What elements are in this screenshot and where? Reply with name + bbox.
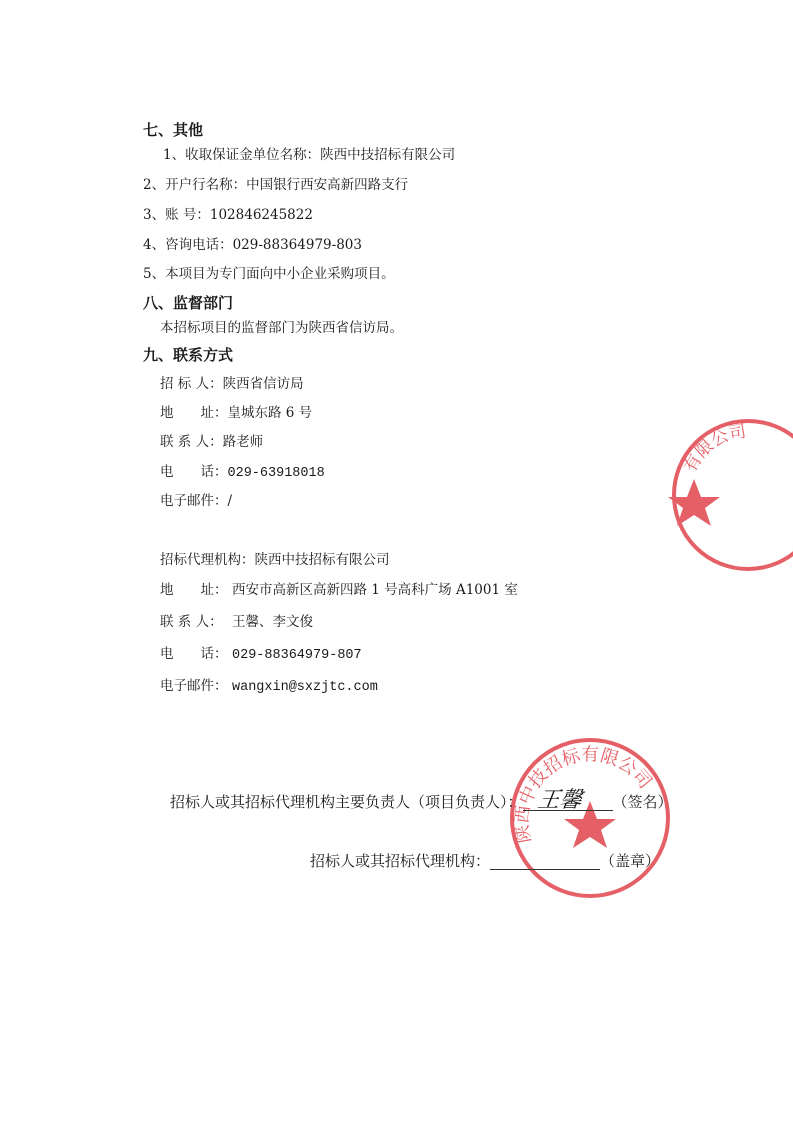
agency-name-row <box>160 551 390 569</box>
agency-email-value: wangxin@sxzjtc.com <box>232 680 378 695</box>
tenderer-name-label: 招 标 人： <box>160 376 223 392</box>
tenderer-contact-value: 路老师 <box>222 434 264 450</box>
agency-name-value: 陕西中技招标有限公司 <box>254 552 390 568</box>
tenderer-address-value: 皇城东路 6 号 <box>227 405 313 421</box>
section-7-heading: 七、其他 <box>143 121 204 139</box>
bank-name-line: 2、开户行名称：中国银行西安高新四路支行 <box>143 177 409 193</box>
agency-phone-row <box>160 645 362 665</box>
section-8-heading: 八、监督部门 <box>143 294 234 312</box>
agency-contact-value: 王馨、李文俊 <box>232 614 313 630</box>
official-seal-1 <box>668 415 793 575</box>
agency-name-label: 招标代理机构： <box>160 552 255 568</box>
agency-phone-label: 电 话： <box>160 646 228 662</box>
account-number-line: 3、账 号：102846245822 <box>143 207 313 223</box>
section-9-heading: 九、联系方式 <box>143 346 234 364</box>
tenderer-name-row <box>160 375 304 393</box>
tenderer-phone-value: 029-63918018 <box>227 466 325 481</box>
tenderer-email-row <box>160 492 232 510</box>
tenderer-contact-row <box>160 433 263 451</box>
tenderer-address-row <box>160 404 312 422</box>
tenderer-phone-row <box>160 463 325 483</box>
signature-label-2: 招标人或其招标代理机构： <box>310 852 491 870</box>
inquiry-phone-line: 4、咨询电话：029-88364979-803 <box>143 237 362 253</box>
agency-address-value: 西安市高新区高新四路 1 号高科广场 A1001 室 <box>232 582 518 598</box>
deposit-payee-line: 1、收取保证金单位名称：陕西中技招标有限公司 <box>163 147 456 163</box>
agency-contact-row <box>160 613 313 631</box>
agency-email-label: 电子邮件： <box>160 678 228 694</box>
agency-phone-value: 029-88364979-807 <box>232 648 362 663</box>
official-seal-2 <box>505 733 675 903</box>
svg-text:陕西中技招标有限公司: 陕西中技招标有限公司 <box>511 744 656 845</box>
tenderer-email-label: 电子邮件： <box>160 493 228 509</box>
agency-contact-label: 联 系 人： <box>160 614 223 630</box>
tenderer-email-value: / <box>227 493 233 509</box>
handwritten-signature: 王馨 <box>535 788 584 813</box>
agency-address-row <box>160 581 518 599</box>
tenderer-phone-label: 电 话： <box>160 464 228 480</box>
signature-label-1: 招标人或其招标代理机构主要负责人（项目负责人）： <box>170 793 523 811</box>
signature-suffix-1: （签名） <box>612 793 673 811</box>
svg-text:有限公司: 有限公司 <box>680 421 748 476</box>
tenderer-contact-label: 联 系 人： <box>160 434 223 450</box>
supervision-text: 本招标项目的监督部门为陕西省信访局。 <box>160 320 403 336</box>
tenderer-address-label: 地 址： <box>160 405 228 421</box>
tenderer-name-value: 陕西省信访局 <box>222 376 304 392</box>
signature-suffix-2: （盖章） <box>600 852 661 870</box>
agency-address-label: 地 址： <box>160 582 228 598</box>
agency-email-row <box>160 677 378 697</box>
signature-blank-2 <box>490 855 600 870</box>
sme-procurement-line: 5、本项目为专门面向中小企业采购项目。 <box>143 266 395 282</box>
signature-line-2 <box>310 852 660 870</box>
signature-line-1 <box>170 793 673 811</box>
